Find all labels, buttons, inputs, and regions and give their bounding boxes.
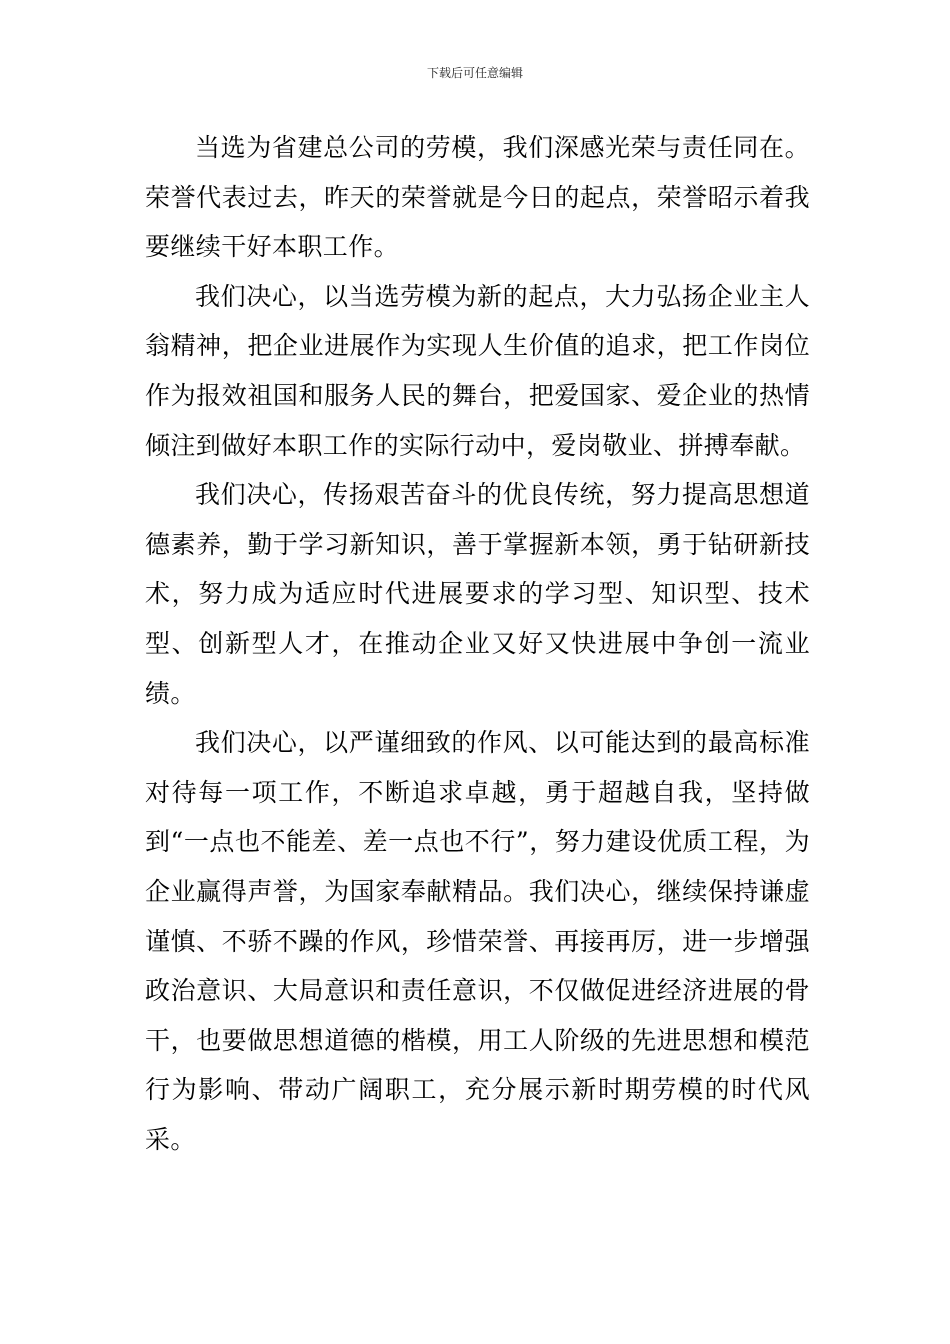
paragraph-1: 当选为省建总公司的劳模，我们深感光荣与责任同在。荣誉代表过去，昨天的荣誉就是今日的起点，荣誉昭示着我要继续干好本职工作。 [145,133,810,262]
paragraph-3: 我们决心，传扬艰苦奋斗的优良传统，努力提高思想道德素养，勤于学习新知识，善于掌握新本领，勇于钻研新技术，努力成为适应时代进展要求的学习型、知识型、技术型、创新型人才，在推动企业又好又快进展中争创一流业绩。 [145,480,810,708]
paragraph-2: 我们决心，以当选劳模为新的起点，大力弘扬企业主人翁精神，把企业进展作为实现人生价值的追求，把工作岗位作为报效祖国和服务人民的舞台，把爱国家、爱企业的热情倾注到做好本职工作的实际行动中，爱岗敬业、拼搏奉献。 [145,281,810,460]
document-body [145,123,810,1164]
header-note: 下载后可任意编辑 [426,66,523,80]
paragraph-4: 我们决心，以严谨细致的作风、以可能达到的最高标准对待每一项工作，不断追求卓越，勇于超越自我，坚持做到“一点也不能差、差一点也不行”，努力建设优质工程，为企业赢得声誉，为国家奉献精品。我们决心，继续保持谦虚谨慎、不骄不躁的作风，珍惜荣誉、再接再厉，进一步增强政治意识、大局意识和责任意识，不仅做促进经济进展的骨干，也要做思想道德的楷模，用工人阶级的先进思想和模范行为影响、带动广阔职工，充分展示新时期劳模的时代风采。 [145,728,810,1154]
